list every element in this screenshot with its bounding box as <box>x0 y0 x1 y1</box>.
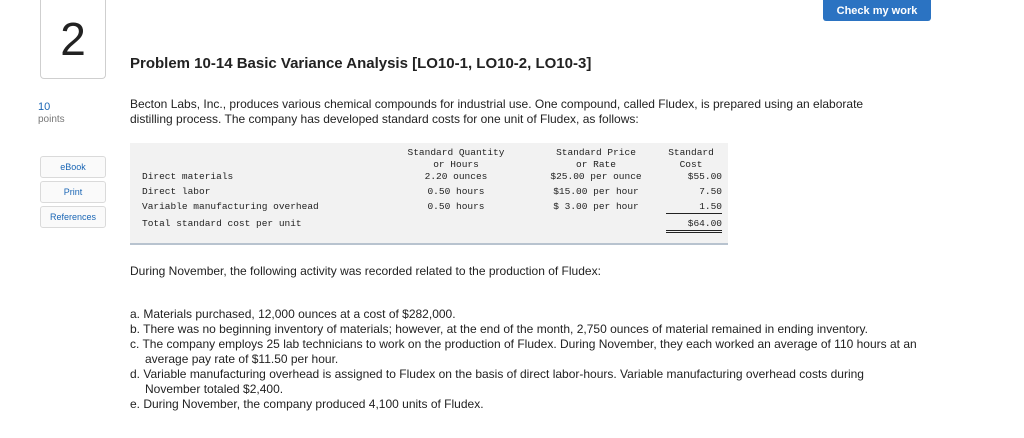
problem-intro: Becton Labs, Inc., produces various chemical compounds for industrial use. One compound, called Fludex, is prepared using an elaborate distilling process. The company has developed standard costs for one unit of Fludex, as follows: <box>130 97 864 126</box>
header-price-line2: or Rate <box>576 159 616 170</box>
header-cost-line1: Standard <box>668 147 714 158</box>
list-item: d. Variable manufacturing overhead is assigned to Fludex on the basis of direct labor-hours. Variable manufacturing overhead costs during November totaled $2,400. <box>130 367 864 396</box>
row-cost: 7.50 <box>699 186 722 197</box>
question-number: 2 <box>60 13 86 65</box>
activity-list <box>130 307 920 412</box>
header-price-line1: Standard Price <box>556 147 636 158</box>
ebook-button[interactable]: eBook <box>40 156 106 178</box>
header-quantity-line1: Standard Quantity <box>407 147 505 158</box>
print-button[interactable]: Print <box>40 181 106 203</box>
list-item: a. Materials purchased, 12,000 ounces at a cost of $282,000. <box>130 307 456 321</box>
row-quantity: 2.20 ounces <box>424 171 488 182</box>
header-cost <box>660 147 722 171</box>
row-label: Direct materials <box>142 171 234 182</box>
row-label: Variable manufacturing overhead <box>142 201 319 212</box>
header-quantity <box>402 147 510 171</box>
total-double-rule-bottom <box>666 232 722 233</box>
check-my-work-button[interactable]: Check my work <box>823 0 931 21</box>
row-cost: $55.00 <box>687 171 722 182</box>
row-quantity: 0.50 hours <box>427 201 485 212</box>
points-label: points <box>38 114 65 125</box>
standard-cost-table <box>130 143 728 245</box>
question-number-box <box>40 0 106 79</box>
header-price <box>540 147 652 171</box>
activity-intro: During November, the following activity was recorded related to the production of Fludex: <box>130 264 601 278</box>
total-cost: $64.00 <box>687 218 722 229</box>
list-item: e. During November, the company produced 4,100 units of Fludex. <box>130 397 484 411</box>
row-price: $ 3.00 per hour <box>553 201 639 212</box>
subtotal-rule <box>666 213 722 214</box>
row-price: $25.00 per ounce <box>550 171 642 182</box>
row-price: $15.00 per hour <box>553 186 639 197</box>
references-button[interactable]: References <box>40 206 106 228</box>
total-double-rule-top <box>666 230 722 231</box>
row-quantity: 0.50 hours <box>427 186 485 197</box>
list-item: c. The company employs 25 lab technicians to work on the production of Fludex. During November, they each worked an average of 110 hours at an average pay rate of $11.50 per hour. <box>130 337 917 366</box>
header-quantity-line2: or Hours <box>433 159 479 170</box>
points-value: 10 <box>38 101 51 113</box>
row-label: Direct labor <box>142 186 211 197</box>
total-label: Total standard cost per unit <box>142 218 302 229</box>
row-cost: 1.50 <box>699 201 722 212</box>
list-item: b. There was no beginning inventory of materials; however, at the end of the month, 2,750 ounces of material remained in ending inventory. <box>130 322 868 336</box>
header-cost-line2: Cost <box>679 159 703 170</box>
problem-title: Problem 10-14 Basic Variance Analysis [LO10-1, LO10-2, LO10-3] <box>130 55 592 72</box>
